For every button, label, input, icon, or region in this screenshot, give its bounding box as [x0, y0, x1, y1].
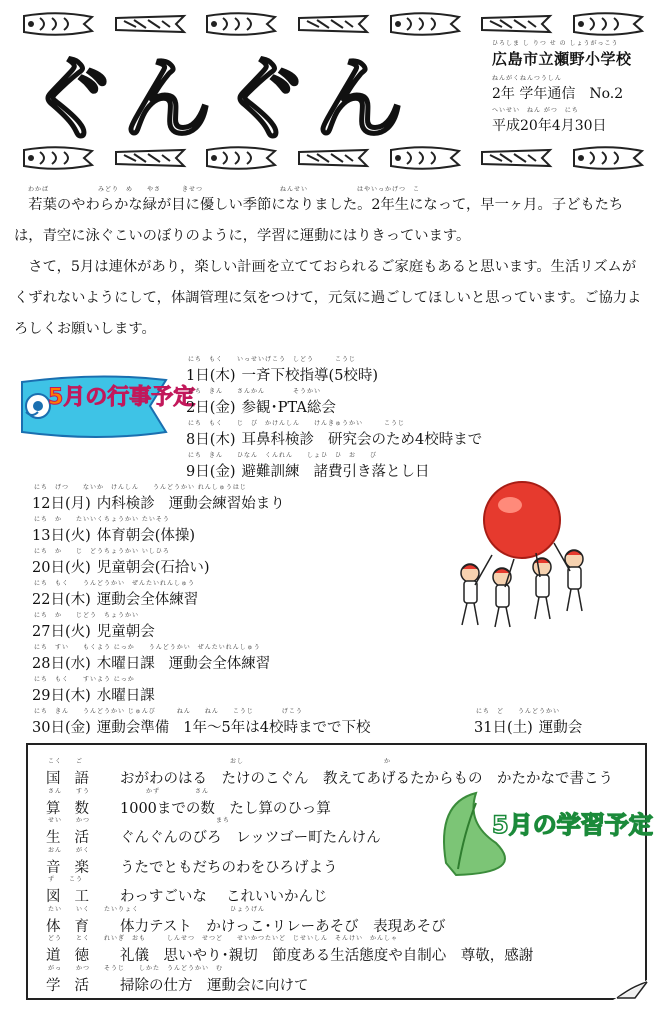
- event-title: 児童朝会(石拾い): [96, 560, 210, 576]
- event-ruby: にち もく すいよう にっか: [34, 676, 135, 683]
- intro-ruby-1: わかば みどり め やさ きせつ ねんせい はやいっかげつ こ: [28, 186, 421, 193]
- event-item: [186, 460, 430, 481]
- event-item: [32, 492, 285, 513]
- children-ball-illustration: [440, 475, 608, 635]
- event-ruby: にち もく じ び かけんしん けんきゅうかい こうじ: [188, 420, 406, 427]
- subject-name: 体育: [46, 918, 103, 935]
- bottom-banner: [18, 146, 648, 172]
- event-item: [32, 684, 155, 705]
- event-title: 児童朝会: [96, 624, 155, 640]
- event-title: 運動会全体練習: [96, 592, 199, 608]
- carp-streamer-icon: [568, 146, 648, 170]
- subject-row: [46, 974, 309, 995]
- event-date: 1日(木): [186, 368, 236, 384]
- subject-name: 図工: [46, 889, 103, 905]
- event-title: 水曜日課: [96, 688, 155, 704]
- event-detail: 諸費引き落とし日: [313, 464, 430, 480]
- event-item: [186, 428, 482, 449]
- carp-streamer-icon: [476, 12, 556, 36]
- event-ruby: にち もく いっせいげこう しどう こうじ: [188, 356, 357, 363]
- event-date: 13日(火): [32, 528, 91, 544]
- event-title: 避難訓練: [241, 464, 300, 480]
- page-curl-icon: [613, 980, 647, 1000]
- event-ruby: にち げつ ないか けんしん うんどうかい れんしゅうはじ: [34, 484, 247, 491]
- event-title: 内科検診: [96, 496, 155, 512]
- subject-ruby: がっ かつ そうじ しかた うんどうかい む: [48, 964, 224, 972]
- event-ruby: にち ど うんどうかい: [476, 708, 561, 715]
- subject-ruby: こく ご おし か: [48, 758, 392, 765]
- subject-name: 学活: [46, 977, 103, 994]
- event-title: 耳鼻科検診: [241, 432, 315, 448]
- events-banner-label: [46, 372, 196, 442]
- event-title: 一斉下校指導(5校時): [241, 368, 379, 384]
- school-info: [492, 40, 652, 135]
- event-date: 12日(月): [32, 496, 91, 512]
- issue-date: 平成20年4月30日: [492, 118, 607, 134]
- carp-streamer-icon: [385, 12, 465, 36]
- event-item: [32, 652, 270, 673]
- subject-content: ぐんぐんのびろ レッツゴー町たんけん: [120, 830, 381, 846]
- event-item: [32, 556, 210, 577]
- event-date: 27日(火): [32, 624, 91, 640]
- event-title: 木曜日課: [96, 656, 155, 672]
- carp-streamer-icon: [18, 12, 98, 36]
- subject-ruby: たい いく たいりょく ひょうげん: [48, 905, 266, 913]
- school-ruby: ひろしま し りつ せ の しょうがっこう: [492, 40, 619, 47]
- event-item: [474, 716, 582, 737]
- carp-streamer-icon: [293, 146, 373, 170]
- carp-streamer-icon: [201, 146, 281, 170]
- event-ruby: にち か じ どうちょうかい いしひろ: [34, 548, 170, 555]
- subject-content: うたでともだちのわをひろげよう: [120, 859, 338, 876]
- event-date: 28日(水): [32, 656, 91, 672]
- carp-streamer-icon: [201, 12, 281, 36]
- study-badge: [436, 783, 653, 883]
- event-title: 運動会: [538, 720, 583, 736]
- event-title: 体育朝会(体操): [96, 528, 196, 544]
- intro-paragraph-2: さて，5月は連休があり，楽しい計画を立てておられるご家庭もあると思います。生活リズムがくずれないようにして，体調管理に気をつけて，元気に過ごしてほしいと思っています。ご協力よろしくお願いします。: [14, 259, 642, 337]
- event-date: 30日(金): [32, 720, 91, 736]
- title-text: ぐんぐん: [26, 47, 410, 152]
- subject-ruby: せい かつ まち: [48, 817, 231, 824]
- subject-content: 掃除の仕方 運動会に向けて: [120, 977, 309, 994]
- carp-streamer-icon: [110, 146, 190, 170]
- study-schedule-box: [26, 743, 653, 1000]
- subject-name: 算数: [46, 800, 103, 817]
- event-ruby: にち きん ひなん くんれん しょひ ひ お び: [188, 452, 378, 459]
- event-detail: 研究会のため4校時まで: [328, 432, 483, 448]
- subject-ruby: さん すう かず さん: [48, 787, 210, 795]
- carp-streamer-icon: [110, 12, 190, 36]
- event-ruby: にち か じどう ちょうかい: [34, 612, 140, 619]
- event-date: 2日(金): [186, 400, 236, 416]
- event-date: 31日(土): [474, 720, 533, 736]
- event-ruby: にち きん さんかん そうかい: [188, 388, 322, 395]
- subject-name: 道徳: [46, 948, 103, 964]
- school-name: 広島市立瀬野小学校: [492, 50, 632, 68]
- event-item: [186, 396, 336, 417]
- event-date: 20日(火): [32, 560, 91, 576]
- subject-row: [46, 826, 381, 847]
- event-detail: 1年～5年は4校時までで下校: [183, 720, 371, 736]
- newsletter-ruby: ねんがくねんつうしん: [492, 75, 562, 82]
- event-detail: 運動会練習始まり: [168, 496, 285, 512]
- subject-content: わっすごいな これいいかんじ: [120, 889, 328, 905]
- event-detail: 運動会全体練習: [168, 656, 271, 672]
- event-item: [32, 524, 195, 545]
- subject-ruby: どう とく れいぎ おも しんせつ せつど せいかつたいど じせいしん そんけい かんしゃ: [48, 935, 399, 942]
- subject-content: 体力テスト かけっこ･リレーあそび 表現あそび: [120, 918, 446, 935]
- event-date: 29日(木): [32, 688, 91, 704]
- event-item: [32, 620, 155, 641]
- carp-streamer-icon: [568, 12, 648, 36]
- event-date: 22日(木): [32, 592, 91, 608]
- event-title: 運動会準備: [96, 720, 170, 736]
- svg-text:5月の学習予定: 5月の学習予定: [492, 811, 653, 839]
- event-item: [32, 716, 370, 737]
- event-ruby: にち すい もくよう にっか うんどうかい ぜんたいれんしゅう: [34, 644, 261, 651]
- subject-content: 1000までの数 たし算のひっ算: [120, 800, 331, 817]
- intro-text: [14, 190, 650, 345]
- subject-ruby: ず こう: [48, 876, 84, 883]
- intro-paragraph-1: 若葉のやわらかな緑が目に優しい季節になりました。2年生になって，早一ヶ月。子どもたちは，青空に泳ぐこいのぼりのように，学習に運動にはりきっています。: [14, 197, 624, 244]
- event-ruby: にち きん うんどうかい じゅんび ねん ねん こうじ げこう: [34, 708, 303, 715]
- event-date: 9日(金): [186, 464, 236, 480]
- subject-name: 音楽: [46, 859, 103, 876]
- carp-streamer-icon: [385, 146, 465, 170]
- svg-text:5月の行事予定: 5月の行事予定: [48, 385, 196, 410]
- subject-name: 生活: [46, 830, 103, 846]
- subject-ruby: おん がく: [48, 846, 91, 854]
- subject-row: [46, 856, 338, 877]
- event-item: [186, 364, 378, 385]
- top-banner: [18, 12, 648, 38]
- newsletter-number: 2年 学年通信 No.2: [492, 86, 624, 102]
- carp-streamer-icon: [476, 146, 556, 170]
- subject-content: おがわのはる たけのこぐん 教えてあげるたからもの かたかなで書こう: [120, 771, 613, 787]
- event-title: 参観･PTA総会: [241, 400, 336, 416]
- carp-streamer-icon: [293, 12, 373, 36]
- event-ruby: にち もく うんどうかい ぜんたいれんしゅう: [34, 580, 196, 587]
- subject-name: 国語: [46, 771, 103, 787]
- event-item: [32, 588, 198, 609]
- event-ruby: にち か たいいくちょうかい たいそう: [34, 516, 170, 523]
- subject-content: 礼儀 思いやり･親切 節度ある生活態度や自制心 尊敬，感謝: [120, 948, 534, 964]
- date-ruby: へいせい ねん がつ にち: [492, 107, 579, 114]
- newsletter-title: [22, 47, 452, 152]
- event-date: 8日(木): [186, 432, 236, 448]
- carp-streamer-icon: [18, 146, 98, 170]
